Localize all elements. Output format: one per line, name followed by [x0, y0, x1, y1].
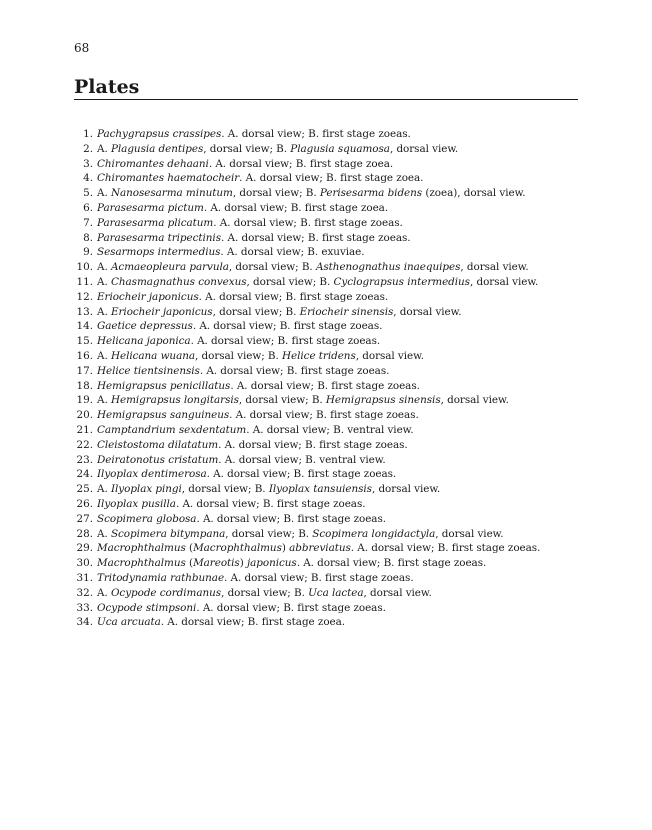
plate-caption — [97, 615, 345, 630]
species-name: Chiromantes dehaani — [97, 157, 209, 170]
plate-number: 20. — [76, 409, 93, 422]
caption-text: A. — [97, 305, 111, 318]
species-name: Cleistostoma dilatatum — [97, 438, 219, 451]
plate-caption — [97, 349, 424, 364]
list-item — [74, 571, 578, 586]
plate-number: 22. — [76, 438, 93, 451]
plate-number: 10. — [76, 261, 93, 274]
caption-text: A. — [97, 187, 111, 200]
species-name: Ilyoplax dentimerosa — [97, 468, 207, 481]
species-name: Scopimera bitympana — [110, 527, 226, 540]
list-item — [74, 482, 578, 497]
plate-caption — [97, 467, 396, 482]
caption-text: , dorsal view. — [363, 586, 432, 599]
species-name: Parasesarma plicatum — [97, 216, 214, 229]
plate-number: 31. — [76, 571, 93, 584]
species-name: Cyclograpsus intermedius — [333, 275, 470, 288]
list-item — [74, 319, 578, 334]
caption-text: . A. dorsal view; B. first stage zoeas. — [221, 231, 411, 244]
plate-number: 27. — [76, 512, 93, 525]
caption-text: , dorsal view; B. — [246, 275, 334, 288]
plate-caption — [97, 201, 388, 216]
plate-caption — [97, 334, 380, 349]
plate-number: 11. — [76, 275, 93, 288]
list-item — [74, 334, 578, 349]
caption-text: , dorsal view. — [355, 349, 424, 362]
list-item — [74, 305, 578, 320]
caption-text: . A. dorsal view; B. ventral view. — [218, 453, 386, 466]
plate-number: 17. — [76, 364, 93, 377]
list-item — [74, 453, 578, 468]
plate-caption — [97, 601, 386, 616]
species-name: Macrophthalmus — [97, 542, 186, 555]
plate-number: 16. — [76, 349, 93, 362]
list-item — [74, 393, 578, 408]
list-item — [74, 527, 578, 542]
plate-number: 33. — [76, 601, 93, 614]
list-item — [74, 142, 578, 157]
plate-number: 29. — [76, 542, 93, 555]
species-name: Asthenognathus inaequipes — [315, 261, 461, 274]
list-item — [74, 556, 578, 571]
plate-caption — [97, 216, 403, 231]
caption-text: . A. dorsal view; B. first stage zoeas. — [229, 409, 419, 422]
plate-number: 4. — [83, 172, 93, 185]
plate-number: 3. — [83, 157, 93, 170]
caption-text: , dorsal view. — [469, 275, 539, 288]
species-name: Ilyoplax pingi — [110, 483, 182, 496]
caption-text: . A. dorsal view; B. first stage zoea. — [208, 157, 394, 170]
species-name: Chasmagnathus convexus — [110, 275, 247, 288]
list-item — [74, 497, 578, 512]
plate-caption — [97, 305, 462, 320]
plate-caption — [97, 408, 419, 423]
species-name: Ilyoplax pusilla — [97, 497, 176, 510]
species-name: Camptandrium sexdentatum — [97, 423, 247, 436]
species-name: Perisesarma bidens — [319, 187, 423, 200]
species-name: Helicana japonica — [97, 335, 191, 348]
list-item — [74, 349, 578, 364]
species-name: Tritodynamia rathbunae — [97, 571, 225, 584]
plate-number: 6. — [83, 201, 93, 214]
plate-number: 1. — [83, 128, 93, 140]
plate-caption — [97, 127, 411, 142]
species-name: Eriocheir sinensis — [299, 305, 394, 318]
caption-text: , dorsal view; B. — [238, 394, 326, 407]
caption-text: . A. dorsal view; B. exuviae. — [220, 246, 365, 259]
list-item — [74, 467, 578, 482]
caption-text: . A. dorsal view; B. first stage zoeas. — [199, 364, 390, 377]
plate-number: 15. — [76, 335, 93, 348]
list-item — [74, 127, 578, 142]
caption-text: . A. dorsal view; B. first stage zoeas. — [196, 601, 386, 614]
caption-text: , dorsal view; B. — [181, 483, 269, 496]
plate-caption — [97, 423, 414, 438]
caption-text: A. — [97, 586, 111, 599]
caption-text: A. — [97, 142, 111, 155]
caption-text: ( — [185, 542, 194, 555]
species-name: Helice tridens — [282, 349, 356, 362]
species-name: Scopimera longidactyla — [312, 527, 436, 540]
species-name: Sesarmops intermedius — [97, 246, 221, 259]
caption-text: A. — [97, 527, 111, 540]
plate-caption — [97, 556, 486, 571]
list-item — [74, 275, 578, 290]
plate-number: 12. — [76, 290, 93, 303]
caption-text: . A. dorsal view; B. first stage zoeas. — [213, 216, 403, 229]
caption-text: . A. dorsal view; B. first stage zoeas. — [196, 512, 386, 525]
caption-text: , dorsal view. — [435, 527, 504, 540]
caption-text: A. — [97, 483, 111, 496]
caption-text: . A. dorsal view; B. first stage zoea. — [239, 172, 424, 185]
species-name: Eriocheir japonicus — [110, 305, 213, 318]
plate-caption — [97, 319, 382, 334]
list-item — [74, 201, 578, 216]
list-item — [74, 290, 578, 305]
caption-text: (zoea), dorsal view. — [422, 187, 526, 200]
plate-number: 21. — [76, 423, 93, 436]
plate-number: 13. — [76, 305, 93, 318]
caption-text: , dorsal view. — [389, 142, 459, 155]
plate-number: 5. — [83, 187, 93, 200]
plate-caption — [97, 512, 386, 527]
plate-number: 34. — [76, 616, 93, 629]
species-name: Ocypode stimpsoni — [97, 601, 197, 614]
plate-number: 24. — [76, 468, 93, 481]
species-name: Uca lactea — [308, 586, 364, 599]
list-item — [74, 186, 578, 201]
plates-list — [74, 127, 578, 630]
caption-text: . A. dorsal view; B. first stage zoeas. — [192, 320, 383, 333]
plate-number: 19. — [76, 394, 93, 407]
plate-caption — [97, 527, 504, 542]
caption-text: , dorsal view; B. — [212, 305, 300, 318]
caption-text: , dorsal view. — [440, 394, 509, 407]
species-name: Macrophthalmus — [193, 542, 282, 555]
caption-text: , dorsal view; B. — [225, 527, 313, 540]
list-item — [74, 260, 578, 275]
plate-caption — [97, 171, 423, 186]
caption-text: . A. dorsal view; B. first stage zoeas. — [190, 335, 381, 348]
species-name: Pachygrapsus crassipes — [97, 128, 222, 140]
species-name: abbreviatus — [289, 542, 351, 555]
caption-text: . A. dorsal view; B. first stage zoeas. — [175, 497, 366, 510]
list-item — [74, 541, 578, 556]
list-item — [74, 157, 578, 172]
plate-caption — [97, 275, 538, 290]
species-name: Nanosesarma minutum — [110, 187, 233, 200]
caption-text: . A. dorsal view; B. first stage zoea. — [203, 201, 389, 214]
caption-text: . A. dorsal view; B. first stage zoeas. — [230, 379, 420, 392]
list-item — [74, 216, 578, 231]
species-name: Hemigrapsus penicillatus — [97, 379, 231, 392]
list-item — [74, 245, 578, 260]
caption-text: , dorsal view. — [460, 261, 529, 274]
list-item — [74, 586, 578, 601]
list-item — [74, 512, 578, 527]
species-name: Plagusia squamosa — [290, 142, 390, 155]
plate-caption — [97, 290, 388, 305]
plate-number: 28. — [76, 527, 93, 540]
species-name: Macrophthalmus — [97, 557, 186, 570]
page-number: 68 — [74, 41, 90, 55]
caption-text: . A. dorsal view; B. ventral view. — [246, 423, 414, 436]
plate-caption — [97, 586, 432, 601]
plate-number: 14. — [76, 320, 93, 333]
species-name: Mareotis — [193, 557, 240, 570]
caption-text: A. — [97, 349, 111, 362]
caption-text: . A. dorsal view; B. first stage zoeas. — [198, 290, 389, 303]
caption-text: ) — [239, 557, 247, 570]
species-name: Ilyoplax tansuiensis — [268, 483, 372, 496]
caption-text: , dorsal view. — [371, 483, 441, 496]
species-name: Eriocheir japonicus — [97, 290, 199, 303]
caption-text: . A. dorsal view; B. first stage zoeas. — [296, 557, 487, 570]
caption-text: A. — [97, 394, 111, 407]
list-item — [74, 615, 578, 630]
species-name: Ocypode cordimanus — [110, 586, 222, 599]
plate-caption — [97, 453, 386, 468]
species-name: Scopimera globosa — [97, 512, 197, 525]
plate-number: 25. — [76, 483, 93, 496]
plate-number: 18. — [76, 379, 93, 392]
caption-text: A. — [97, 261, 111, 274]
plate-caption — [97, 571, 414, 586]
page-title: Plates — [74, 76, 140, 98]
list-item — [74, 231, 578, 246]
caption-text: , dorsal view; B. — [195, 349, 283, 362]
caption-text: A. — [97, 275, 111, 288]
plate-caption — [97, 393, 509, 408]
caption-text: . A. dorsal view; B. first stage zoeas. — [350, 542, 541, 555]
list-item — [74, 364, 578, 379]
plate-caption — [97, 497, 365, 512]
caption-text: , dorsal view. — [393, 305, 462, 318]
species-name: Acmaeopleura parvula — [110, 261, 229, 274]
species-name: japonicus — [246, 557, 297, 570]
plate-caption — [97, 186, 525, 201]
plate-caption — [97, 541, 540, 556]
species-name: Helicana wuana — [110, 349, 195, 362]
species-name: Helice tientsinensis — [97, 364, 200, 377]
species-name: Uca arcuata — [97, 616, 161, 629]
species-name: Parasesarma tripectinis — [97, 231, 221, 244]
list-item — [74, 171, 578, 186]
plate-caption — [97, 482, 440, 497]
caption-text: ( — [185, 557, 194, 570]
plate-number: 26. — [76, 497, 93, 510]
plate-number: 2. — [83, 142, 93, 155]
plate-caption — [97, 260, 529, 275]
list-item — [74, 423, 578, 438]
plate-caption — [97, 142, 458, 157]
caption-text: , dorsal view; B. — [203, 142, 291, 155]
plate-caption — [97, 245, 365, 260]
species-name: Hemigrapsus longitarsis — [110, 394, 239, 407]
caption-text: . A. dorsal view; B. first stage zoea. — [160, 616, 346, 629]
list-item — [74, 601, 578, 616]
title-rule — [74, 99, 578, 100]
plate-caption — [97, 379, 420, 394]
plate-number: 32. — [76, 586, 93, 599]
species-name: Deiratonotus cristatum — [97, 453, 219, 466]
caption-text: , dorsal view; B. — [228, 261, 316, 274]
plate-caption — [97, 231, 411, 246]
species-name: Hemigrapsus sinensis — [325, 394, 441, 407]
caption-text: . A. dorsal view; B. first stage zoeas. — [224, 571, 414, 584]
caption-text: , dorsal view; B. — [221, 586, 309, 599]
caption-text: , dorsal view; B. — [232, 187, 320, 200]
species-name: Gaetice depressus — [97, 320, 193, 333]
species-name: Chiromantes haematocheir — [97, 172, 240, 185]
caption-text: . A. dorsal view; B. first stage zoeas. — [206, 468, 397, 481]
list-item — [74, 438, 578, 453]
plate-caption — [97, 364, 389, 379]
plate-caption — [97, 438, 408, 453]
caption-text: . A. dorsal view; B. first stage zoeas. — [218, 438, 408, 451]
plate-number: 9. — [83, 246, 93, 259]
plate-number: 30. — [76, 557, 93, 570]
list-item — [74, 408, 578, 423]
species-name: Parasesarma pictum — [97, 201, 204, 214]
species-name: Plagusia dentipes — [110, 142, 204, 155]
caption-text: . A. dorsal view; B. first stage zoeas. — [221, 128, 411, 140]
caption-text: ) — [281, 542, 290, 555]
species-name: Hemigrapsus sanguineus — [97, 409, 230, 422]
plate-number: 7. — [83, 216, 93, 229]
plate-caption — [97, 157, 393, 172]
list-item — [74, 379, 578, 394]
plate-number: 8. — [83, 231, 93, 244]
plate-number: 23. — [76, 453, 93, 466]
